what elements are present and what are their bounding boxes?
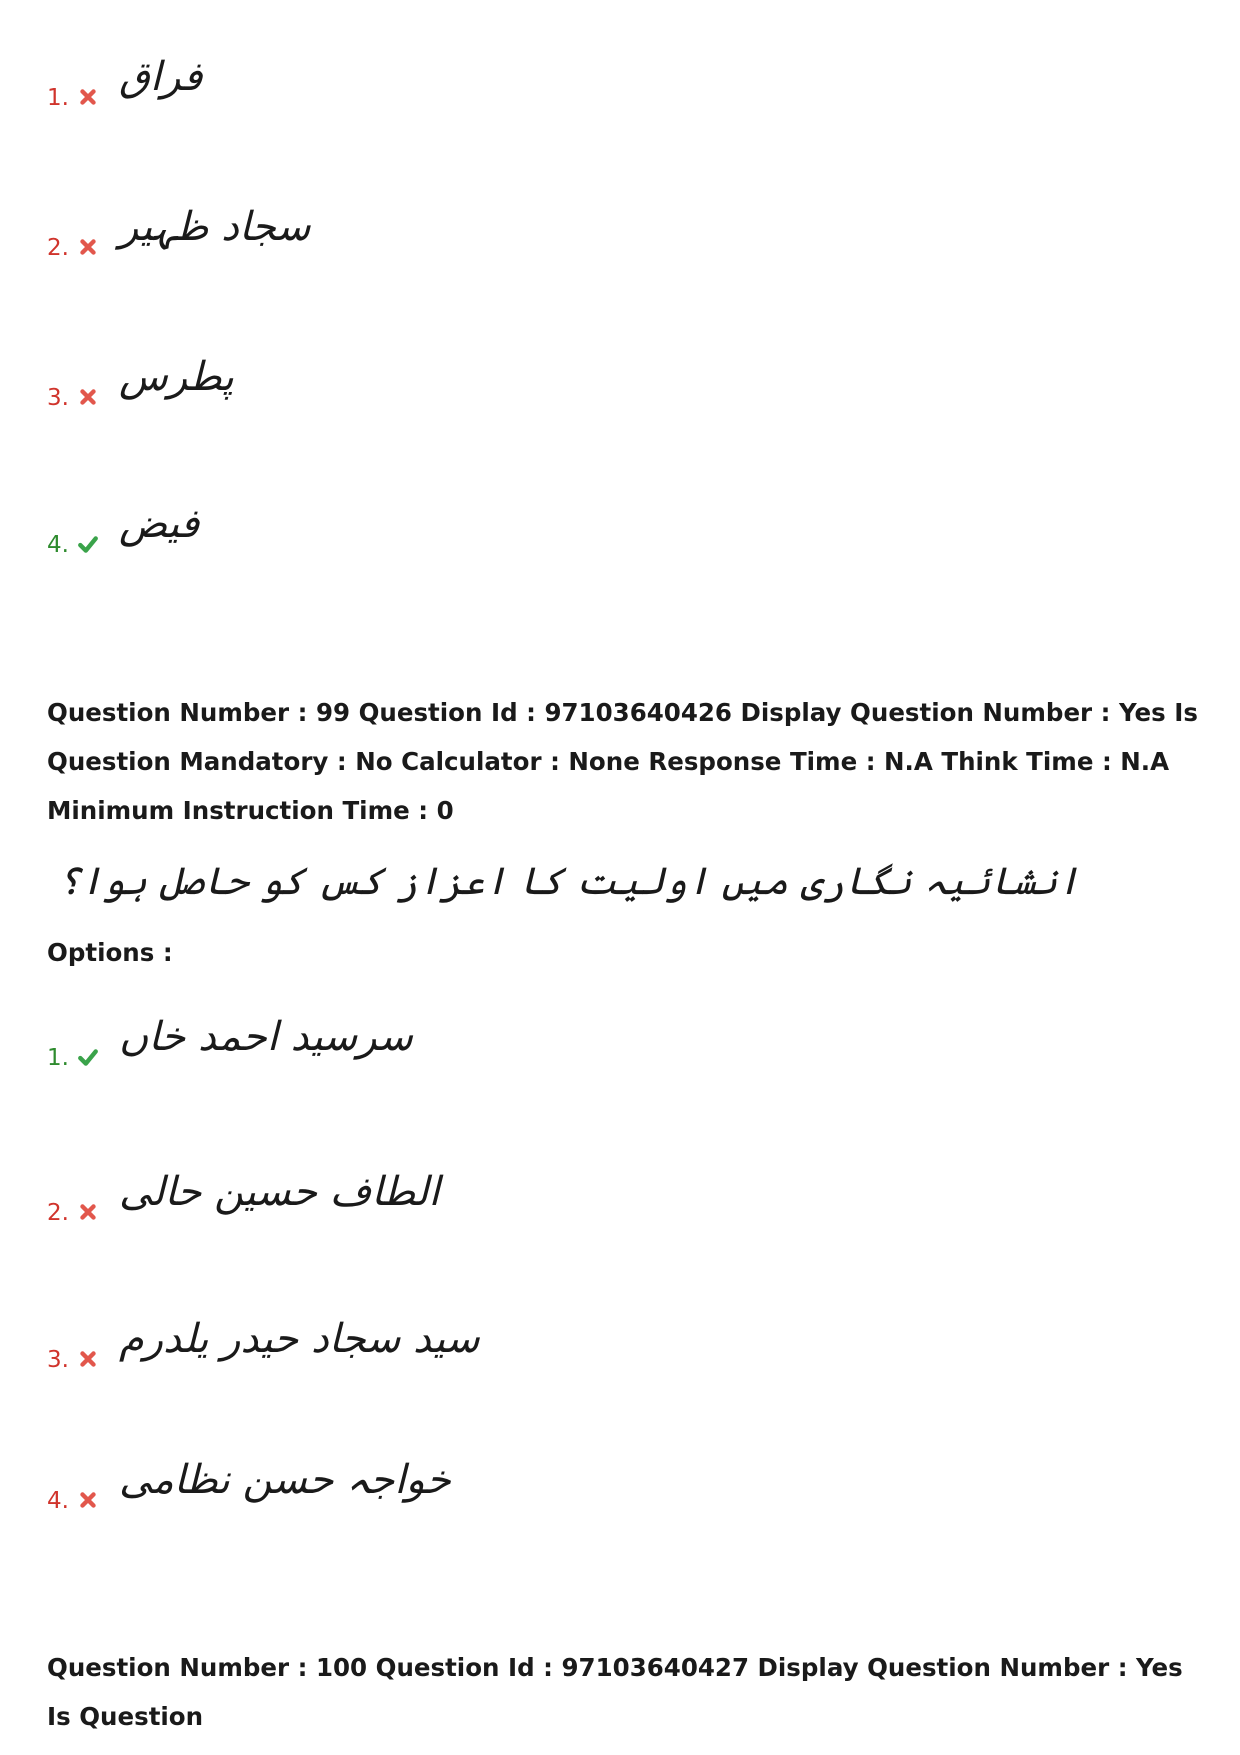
option-number: 1.: [47, 1045, 69, 1071]
q99-option-4: [47, 1433, 647, 1513]
cross-icon: [77, 1348, 99, 1370]
option-number: 4.: [47, 532, 69, 558]
option-text: پطرس: [119, 354, 234, 400]
cross-icon: [77, 86, 99, 108]
option-number: 3.: [47, 385, 69, 411]
option-number: 2.: [47, 1200, 69, 1226]
option-number: 2.: [47, 235, 69, 261]
cross-icon: [77, 1201, 99, 1223]
question-99-meta: Question Number : 99 Question Id : 97103640426 Display Question Number : Yes Is Question Mandatory : No Calculator : None Response Time : N.A Think Time : N.A Minimum Instruction Time : 0: [47, 698, 1198, 825]
prev-option-1: [47, 30, 647, 110]
check-icon: [77, 1046, 99, 1068]
option-text: الطاف حسین حالی: [119, 1169, 440, 1215]
option-number: 1.: [47, 85, 69, 111]
option-number: 3.: [47, 1347, 69, 1373]
options-label: Options :: [47, 938, 173, 967]
option-text: سجاد ظہیر: [119, 204, 311, 250]
prev-option-4: [47, 477, 647, 557]
option-number: 4.: [47, 1488, 69, 1514]
check-icon: [77, 533, 99, 555]
q99-option-1: [47, 990, 647, 1070]
cross-icon: [77, 386, 99, 408]
option-text: فیض: [119, 501, 200, 547]
option-text: سرسید احمد خاں: [119, 1014, 413, 1060]
prev-option-2: [47, 180, 647, 260]
option-text: سید سجاد حیدر یلدرم: [119, 1316, 480, 1362]
q99-option-2: [47, 1145, 647, 1225]
q99-option-3: [47, 1292, 647, 1372]
cross-icon: [77, 1489, 99, 1511]
prev-option-3: [47, 330, 647, 410]
cross-icon: [77, 236, 99, 258]
option-text: فراق: [119, 54, 203, 100]
option-text: خواجہ حسن نظامی: [119, 1457, 451, 1503]
question-100-meta: Question Number : 100 Question Id : 97103640427 Display Question Number : Yes Is Question: [47, 1653, 1183, 1731]
question-99-text: انشائیہ نگاری میں اولیت کا اعزاز کس کو حاصل ہوا؟: [58, 859, 1080, 903]
